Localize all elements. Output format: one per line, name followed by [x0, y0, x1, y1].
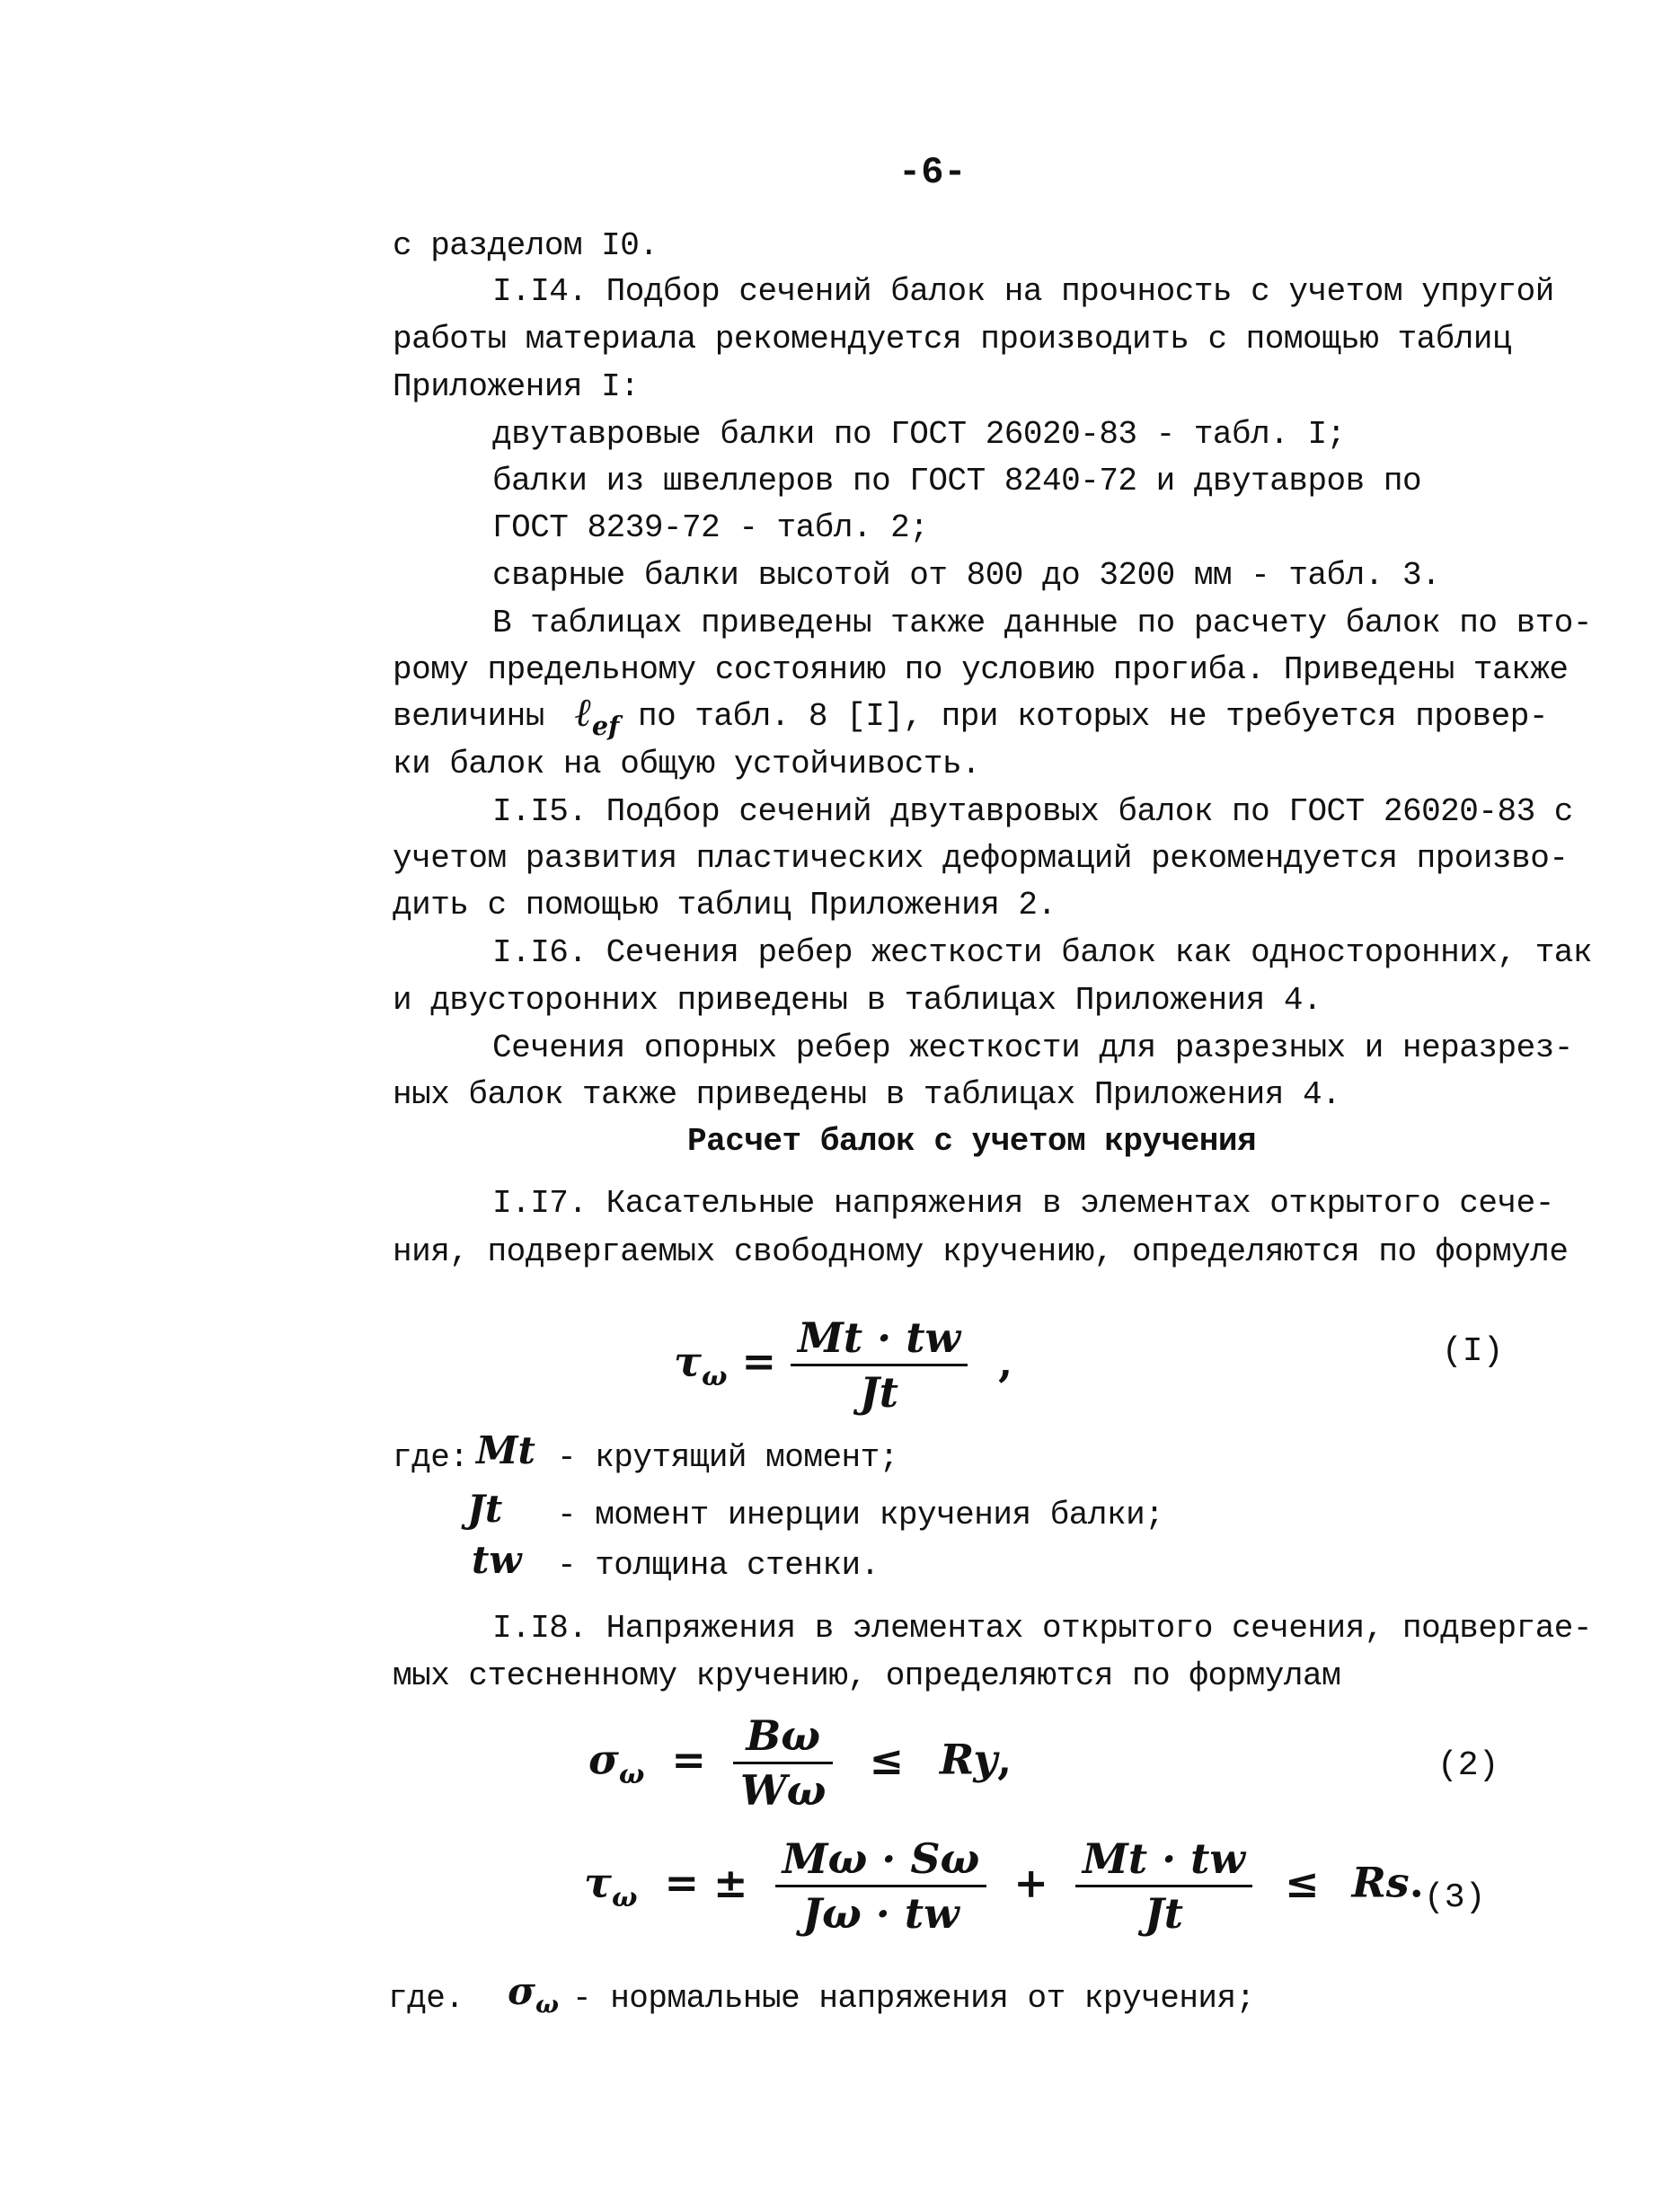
text-line: величины — [393, 698, 544, 735]
text-line: I.I7. Касательные напряжения в элементах открытого сече- — [492, 1185, 1554, 1222]
text-line: - нормальные напряжения от кручения; — [572, 1980, 1255, 2017]
equation-number: (I) — [1442, 1332, 1504, 1371]
text-line: В таблицах приведены также данные по расчету балок по вто- — [492, 605, 1593, 641]
text-line: ния, подвергаемых свободному кручению, определяются по формуле — [393, 1233, 1569, 1270]
text-line: где: — [393, 1439, 469, 1476]
fraction: $\frac{B\omega}{W\omega}$ — [733, 1711, 833, 1815]
text-line: Сечения опорных ребер жесткости для разрезных и неразрез- — [492, 1029, 1573, 1066]
text-line: I.I8. Напряжения в элементах открытого сечения, подвергае- — [492, 1610, 1593, 1647]
math-sigma-w: $\sigma_\omega$ — [508, 1969, 559, 2019]
formula-2: $\sigma_\omega$ = $\frac{B\omega}{W\omega}$ ≤ Ry, — [588, 1711, 1012, 1815]
text-line: - крутящий момент; — [557, 1439, 898, 1476]
text-line: I.I6. Сечения ребер жесткости балок как односторонних, так — [492, 934, 1593, 971]
formula-1: $\tau_\omega$ = $\frac{Mt \cdot tw}{Jt}$ , — [674, 1313, 1013, 1417]
text-line: учетом развития пластических деформаций рекомендуется произво- — [393, 840, 1569, 877]
text-line: I.I4. Подбор сечений балок на прочность с учетом упругой — [492, 273, 1554, 310]
text-line: Приложения I: — [393, 368, 640, 405]
math-tw: tw — [472, 1538, 522, 1582]
text-line: ГОСТ 8239-72 - табл. 2; — [492, 509, 929, 546]
text-line: работы материала рекомендуется производить с помощью таблиц — [393, 321, 1512, 358]
text-line: I.I5. Подбор сечений двутавровых балок по ГОСТ 26020-83 с — [492, 793, 1573, 830]
text-line: сварные балки высотой от 800 до 3200 мм - табл. 3. — [492, 557, 1441, 594]
formula-3: $\tau_\omega$ = ± $\frac{M\omega \cdot S\omega}{J\omega \cdot tw}$ + $\frac{Mt \cdot tw}{Jt}$ ≤ Rs. — [584, 1834, 1424, 1938]
text-line: дить с помощью таблиц Приложения 2. — [393, 887, 1057, 923]
text-line: - толщина стенки. — [557, 1547, 880, 1584]
equation-number: (3) — [1424, 1878, 1486, 1917]
math-lef: ℓ$_{ef}$ — [575, 690, 620, 741]
text-line: рому предельному состоянию по условию прогиба. Приведены также — [393, 651, 1569, 688]
math-Jt: Jt — [467, 1487, 503, 1531]
fraction: $\frac{M\omega \cdot S\omega}{J\omega \cdot tw}$ — [775, 1834, 987, 1938]
text-line: мых стесненному кручению, определяются по формулам — [393, 1657, 1341, 1694]
text-line: с разделом I0. — [393, 227, 659, 264]
math-Mt: Mt — [476, 1428, 535, 1472]
text-line: ки балок на общую устойчивость. — [393, 746, 981, 782]
text-line: двутавровые балки по ГОСТ 26020-83 - табл. I; — [492, 416, 1346, 453]
page-number: -6- — [898, 151, 967, 194]
section-heading: Расчет балок с учетом кручения — [687, 1123, 1257, 1160]
fraction: $\frac{Mt \cdot tw}{Jt}$ — [1075, 1834, 1252, 1938]
fraction: $\frac{Mt \cdot tw}{Jt}$ — [791, 1313, 968, 1417]
text-line: - момент инерции кручения балки; — [557, 1497, 1164, 1533]
text-line: балки из швеллеров по ГОСТ 8240-72 и двутавров по — [492, 463, 1422, 499]
text-line: где. — [388, 1980, 464, 2017]
text-line: по табл. 8 [I], при которых не требуется провер- — [638, 698, 1548, 735]
text-line: и двусторонних приведены в таблицах Приложения 4. — [393, 982, 1322, 1019]
equation-number: (2) — [1437, 1746, 1499, 1785]
text-line: ных балок также приведены в таблицах Приложения 4. — [393, 1076, 1341, 1113]
